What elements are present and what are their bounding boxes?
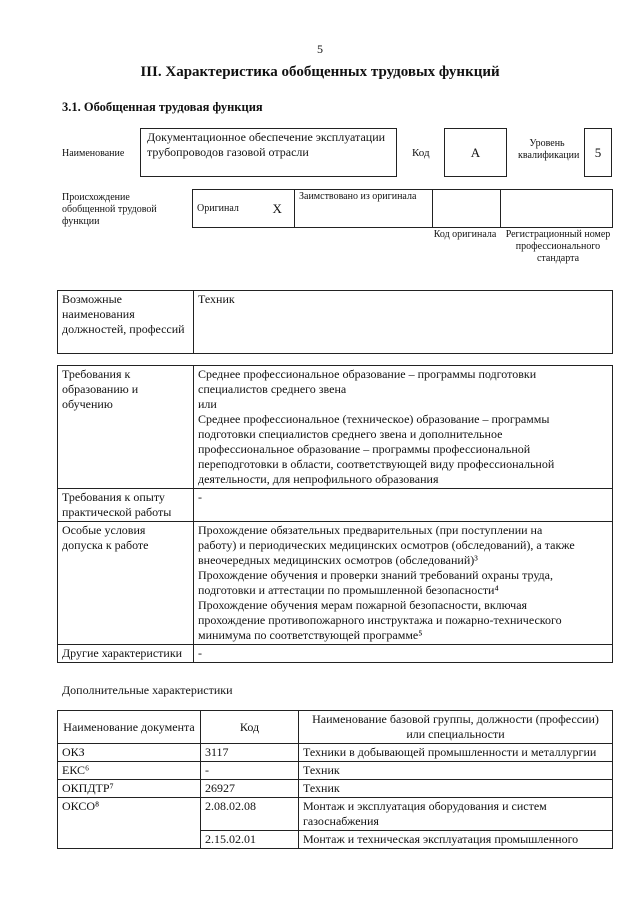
requirement-row [58, 366, 613, 489]
function-name-value: Документационное обеспечение эксплуатации трубопроводов газовой отрасли [147, 130, 386, 159]
requirement-line: деятельности, для непрофильного образования [198, 472, 439, 486]
column-header: Наименование базовой группы, должности (профессии) или специальности [299, 711, 613, 744]
table-row [58, 798, 613, 831]
table-row [58, 780, 613, 798]
origin-table [192, 189, 613, 228]
table-row [58, 762, 613, 780]
doc-cell: ЕКС⁶ [58, 762, 201, 780]
additional-table [57, 710, 613, 849]
borrowed-label: Заимствовано из оригинала [295, 190, 433, 228]
requirement-line: - [198, 490, 202, 504]
level-label: Уровень квалификации [518, 138, 580, 161]
requirement-line: Прохождение обучения и проверки знаний требований охраны труда, [198, 568, 553, 582]
column-header: Код [201, 711, 299, 744]
code-cell: 2.08.02.08 [201, 798, 299, 831]
code-cell: 26927 [201, 780, 299, 798]
requirement-line: - [198, 646, 202, 660]
requirement-line: подготовки и аттестации по промышленной безопасности⁴ [198, 583, 499, 597]
requirement-label: Требования к опыту практической работы [58, 489, 194, 522]
reg-number-cell [501, 190, 613, 228]
table-row [58, 744, 613, 762]
subsection-title: 3.1. Обобщенная трудовая функция [62, 100, 263, 114]
requirement-row [58, 489, 613, 522]
requirement-value [194, 645, 613, 663]
table-header-row [58, 711, 613, 744]
requirement-line: минимума по соответствующей программе⁵ [198, 628, 423, 642]
requirement-line: профессиональное образование – программы профессиональной [198, 442, 531, 456]
requirement-value [194, 489, 613, 522]
code-original-label: Код оригинала [433, 229, 497, 240]
requirement-line: специалистов среднего звена [198, 382, 347, 396]
requirement-line: Среднее профессиональное (техническое) образование – программы [198, 412, 550, 426]
original-mark: X [261, 190, 295, 228]
origin-label: Происхождение обобщенной трудовой функции [62, 192, 157, 227]
positions-value: Техник [194, 291, 613, 354]
code-cell: 2.15.02.01 [201, 831, 299, 849]
code-cell: - [201, 762, 299, 780]
requirement-value [194, 522, 613, 645]
positions-label: Возможные наименования должностей, профессий [58, 291, 194, 354]
requirement-line: прохождение противопожарного инструктажа и пожарно-технического [198, 613, 562, 627]
requirement-label: Другие характеристики [58, 645, 194, 663]
requirement-label: Требования к образованию и обучению [58, 366, 194, 489]
name-label: Наименование [62, 148, 125, 159]
code-box [444, 128, 507, 177]
requirement-value [194, 366, 613, 489]
doc-cell: ОКПДТР⁷ [58, 780, 201, 798]
level-value: 5 [594, 145, 602, 160]
page-number: 5 [317, 42, 323, 56]
positions-table [57, 290, 613, 354]
requirements-table [57, 365, 613, 663]
reg-number-label: Регистрационный номер профессионального стандарта [505, 229, 611, 264]
function-name-box [140, 128, 397, 177]
requirement-line: или [198, 397, 217, 411]
requirement-line: переподготовки в области, соответствующей виду профессиональной [198, 457, 555, 471]
name-cell: Техник [299, 780, 613, 798]
requirement-line: работу) и периодических медицинских осмотров (обследований), а также [198, 538, 575, 552]
requirement-line: Прохождение обучения мерам пожарной безопасности, включая [198, 598, 528, 612]
name-cell: Техник [299, 762, 613, 780]
requirement-line: внеочередных медицинских осмотров (обследований)³ [198, 553, 478, 567]
name-cell: Техники в добывающей промышленности и металлургии [299, 744, 613, 762]
requirement-row [58, 645, 613, 663]
requirement-row [58, 522, 613, 645]
code-cell: 3117 [201, 744, 299, 762]
original-label: Оригинал [193, 190, 261, 228]
requirement-line: Среднее профессиональное образование – программы подготовки [198, 367, 537, 381]
code-value: А [470, 145, 481, 160]
code-original-cell [433, 190, 501, 228]
requirement-line: подготовки специалистов среднего звена и дополнительное [198, 427, 503, 441]
name-cell: Монтаж и эксплуатация оборудования и систем газоснабжения [299, 798, 613, 831]
name-cell: Монтаж и техническая эксплуатация промышленного [299, 831, 613, 849]
requirement-line: Прохождение обязательных предварительных (при поступлении на [198, 523, 543, 537]
code-label: Код [412, 147, 430, 159]
section-title: III. Характеристика обобщенных трудовых функций [140, 64, 500, 80]
requirement-label: Особые условия допуска к работе [58, 522, 194, 645]
column-header: Наименование документа [58, 711, 201, 744]
doc-cell: ОКЗ [58, 744, 201, 762]
additional-title: Дополнительные характеристики [62, 683, 233, 697]
level-box [584, 128, 612, 177]
doc-cell: ОКСО⁸ [58, 798, 201, 849]
